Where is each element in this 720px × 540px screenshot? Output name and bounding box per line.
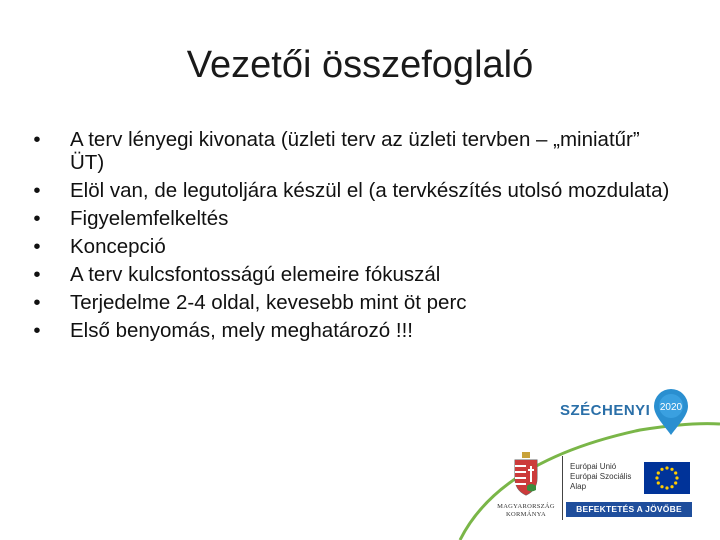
government-line-1: MAGYARORSZÁG <box>497 503 555 510</box>
invest-in-future-banner: BEFEKTETÉS A JÖVŐBE <box>566 502 692 517</box>
bullet-text: Figyelemfelkeltés <box>70 207 229 230</box>
bullet-item <box>30 128 670 174</box>
bullet-text: A terv kulcsfontosságú elemeire fókuszál <box>70 263 441 286</box>
map-pin-icon <box>652 389 690 437</box>
eu-line-3: Alap <box>570 482 587 491</box>
bullet-marker: • <box>33 128 41 151</box>
bullet-item <box>30 235 670 258</box>
coat-of-arms-icon <box>511 452 541 496</box>
bullet-text: Koncepció <box>70 235 166 258</box>
bullet-text: A terv lényegi kivonata (üzleti terv az üzleti tervben – „miniatűr” ÜT) <box>70 128 640 174</box>
bullet-item <box>30 263 670 286</box>
bullet-marker: • <box>33 207 41 230</box>
eu-line-2: Európai Szociális <box>570 472 632 481</box>
bullet-marker: • <box>33 291 41 314</box>
bullet-text: Első benyomás, mely meghatározó !!! <box>70 319 413 342</box>
szechenyi-wordmark: SZÉCHENYI <box>560 402 651 419</box>
bullet-marker: • <box>33 319 41 342</box>
bullet-text: Elöl van, de legutoljára készül el (a tervkészítés utolsó mozdulata) <box>70 179 670 202</box>
bullet-item <box>30 291 510 314</box>
hungarian-government-logo <box>494 452 558 519</box>
bullet-item <box>30 319 670 342</box>
bullet-marker: • <box>33 263 41 286</box>
bullet-item <box>30 179 670 202</box>
logo-divider <box>562 456 563 520</box>
government-line-2: KORMÁNYA <box>506 511 546 518</box>
bullet-text: Terjedelme 2-4 oldal, kevesebb mint öt perc <box>70 291 467 314</box>
bullet-list <box>30 128 670 347</box>
eu-flag-icon <box>644 462 690 494</box>
bullet-item <box>30 207 670 230</box>
bullet-marker: • <box>33 235 41 258</box>
government-name <box>494 503 558 519</box>
eu-line-1: Európai Unió <box>570 462 617 471</box>
slide-title: Vezetői összefoglaló <box>186 44 534 86</box>
szechenyi-year: 2020 <box>659 402 683 413</box>
bullet-marker: • <box>33 179 41 202</box>
eu-fund-text <box>570 462 631 492</box>
